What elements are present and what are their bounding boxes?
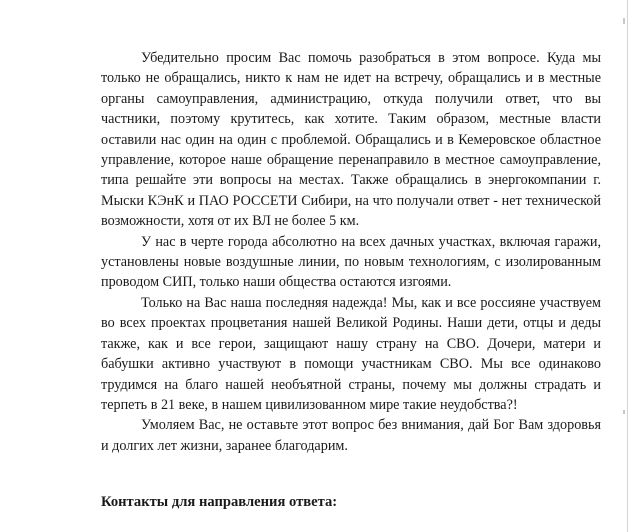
scan-artifact	[623, 18, 625, 24]
scan-edge-line	[627, 0, 628, 532]
letter-body	[101, 48, 601, 456]
paragraph-request: Убедительно просим Вас помочь разобраться в этом вопросе. Куда мы только не обращались, никто к нам не идет на встречу, обращались и в местные органы самоуправления, администрацию, откуда получили ответ, что вы частники, поэтому крутитесь, как хотите. Таким образом, местные власти оставили нас один на один с проблемой. Обращались и в Кемеровское областное управление, которое наше обращение перенаправило в местное самоуправление, типа решайте эти вопросы на местах. Также обращались в энергокомпании г. Мыски КЭнК и ПАО РОССЕТИ Сибири, на что получали ответ - нет технической возможности, хотя от их ВЛ не более 5 км.	[101, 50, 601, 230]
contacts-heading: Контакты для направления ответа:	[101, 494, 338, 510]
paragraph-plea: Умоляем Вас, не оставьте этот вопрос без внимания, дай Бог Вам здоровья и долгих лет жизни, заранее благодарим.	[101, 417, 601, 454]
scan-artifact	[623, 410, 625, 414]
paragraph-city-lines: У нас в черте города абсолютно на всех дачных участках, включая гаражи, установлены новые воздушные линии, по новым технологиям, с изолированным проводом СИП, только наши общества остаются изгоями.	[101, 233, 601, 291]
paragraph-last-hope: Только на Вас наша последняя надежда! Мы, как и все россияне участвуем во всех проектах процветания нашей Великой Родины. Наши дети, отцы и деды также, как и все герои, защищают нашу страну на СВО. Дочери, матери и бабушки активно участвуют в помощи участникам СВО. Мы все одинаково трудимся на благо нашей необъятной страны, почему мы должны страдать и терпеть в 21 веке, в нашем цивилизованном мире такие неудобства?!	[101, 294, 601, 413]
